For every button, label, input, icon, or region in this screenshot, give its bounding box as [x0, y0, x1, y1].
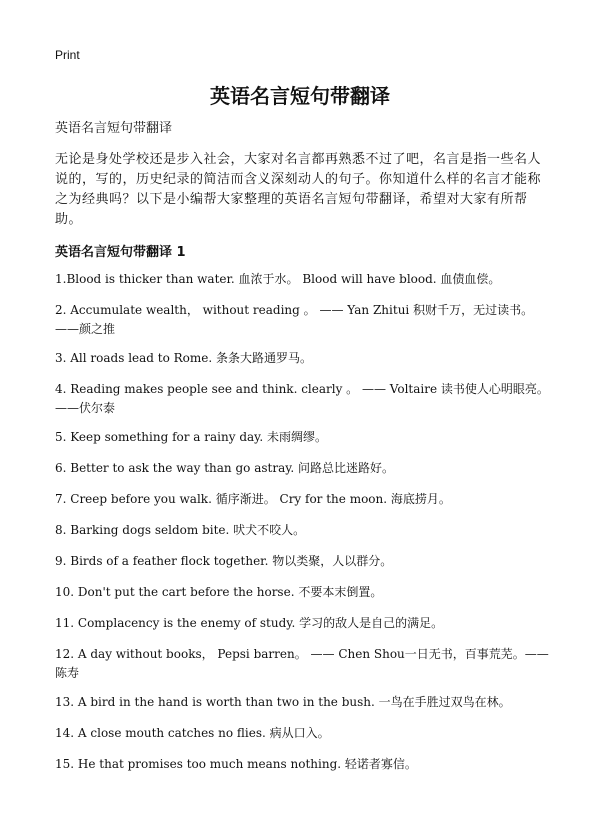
quote-item: 14. A close mouth catches no flies. 病从口入。: [55, 726, 330, 740]
quote-list: [55, 270, 550, 774]
quote-item: 4. Reading makes people see and think. clearly 。 —— Voltaire 读书使人心明眼亮。——伏尔泰: [55, 382, 549, 415]
quote-item: 11. Complacency is the enemy of study. 学习的敌人是自己的满足。: [55, 616, 444, 630]
section-heading: 英语名言短句带翻译 1: [55, 245, 186, 260]
quote-item: 12. A day without books， Pepsi barren。 —— Chen Shou一日无书，百事荒芜。——陈寿: [55, 647, 549, 680]
document-body: [55, 120, 550, 786]
quote-item: 8. Barking dogs seldom bite. 吠犬不咬人。: [55, 523, 306, 537]
quote-item: 7. Creep before you walk. 循序渐进。 Cry for the moon. 海底捞月。: [55, 492, 451, 506]
quote-item: 13. A bird in the hand is worth than two in the bush. 一鸟在手胜过双鸟在林。: [55, 695, 511, 709]
quote-item: 15. He that promises too much means nothing. 轻诺者寡信。: [55, 757, 417, 771]
quote-item: 6. Better to ask the way than go astray. 问路总比迷路好。: [55, 461, 395, 475]
quote-item: 5. Keep something for a rainy day. 未雨绸缪。: [55, 430, 327, 444]
quote-item: 3. All roads lead to Rome. 条条大路通罗马。: [55, 351, 313, 365]
quote-item: 10. Don't put the cart before the horse. 不要本末倒置。: [55, 585, 383, 599]
intro-paragraph: 无论是身处学校还是步入社会，大家对名言都再熟悉不过了吧，名言是指一些名人说的，写的，历史纪录的简洁而含义深刻动人的句子。你知道什么样的名言才能称之为经典吗？以下是小编帮大家整理的英语名言短句带翻译，希望对大家有所帮助。: [55, 152, 542, 227]
page-title: 英语名言短句带翻译: [210, 84, 390, 108]
quote-item: 2. Accumulate wealth， without reading 。 —— Yan Zhitui 积财千万，无过读书。——颜之推: [55, 303, 534, 336]
quote-item: 9. Birds of a feather flock together. 物以类聚，人以群分。: [55, 554, 393, 568]
subtitle: 英语名言短句带翻译: [55, 121, 173, 136]
print-label[interactable]: Print: [55, 48, 80, 62]
quote-item: 1.Blood is thicker than water. 血浓于水。 Blood will have blood. 血债血偿。: [55, 272, 501, 286]
